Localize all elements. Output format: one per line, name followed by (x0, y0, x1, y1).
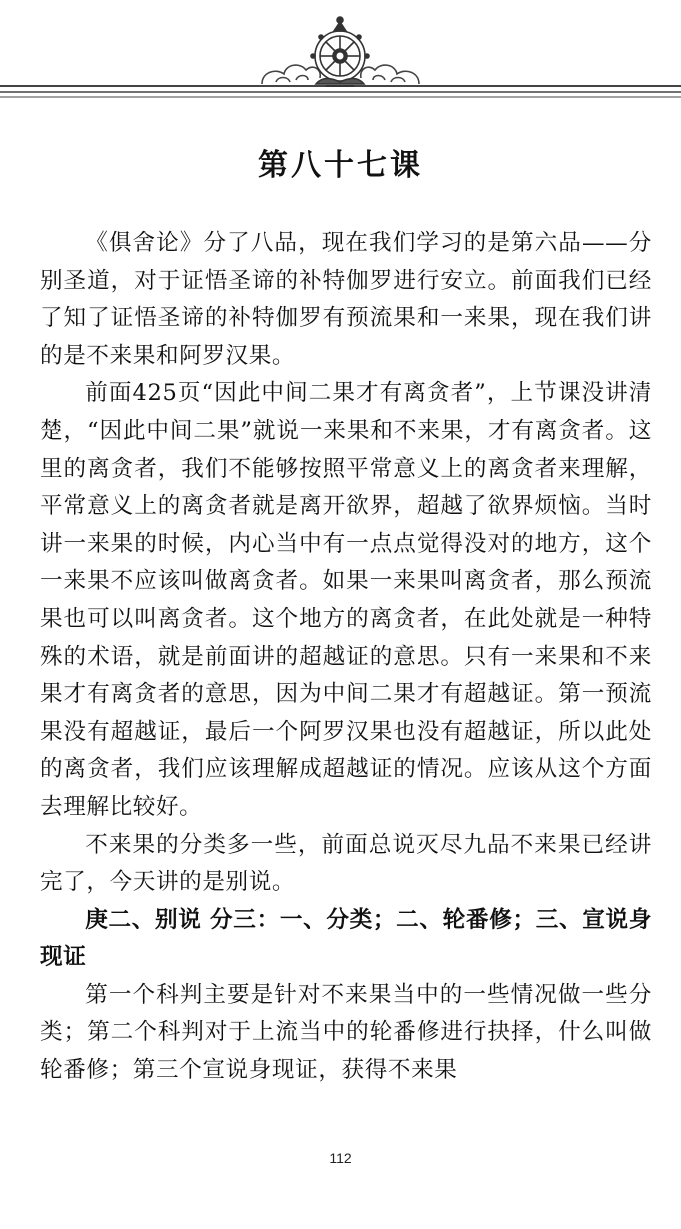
paragraph: 不来果的分类多一些，前面总说灭尽九品不来果已经讲完了，今天讲的是别说。 (40, 831, 652, 896)
cloud-left-icon (262, 65, 320, 84)
lesson-title: 第八十七课 (258, 148, 423, 183)
header-ornament (0, 0, 681, 110)
body-text (40, 225, 652, 1090)
paragraph: 《俱舍论》分了八品，现在我们学习的是第六品——分别圣道，对于证悟圣谛的补特伽罗进行安立。前面我们已经了知了证悟圣谛的补特伽罗有预流果和一来果，现在我们讲的是不来果和阿罗汉果。 (40, 230, 652, 369)
cloud-right-icon (361, 65, 419, 84)
page-number: 112 (329, 1150, 352, 1166)
decorative-border (0, 0, 681, 110)
section-heading: 庚二、别说 分三：一、分类；二、轮番修；三、宣说身现证 (40, 906, 652, 971)
paragraph: 前面425页“因此中间二果才有离贪者”，上节课没讲清楚，“因此中间二果”就说一来果和不来果，才有离贪者。这里的离贪者，我们不能够按照平常意义上的离贪者来理解，平常意义上的离贪者就是离开欲界，超越了欲界烦恼。当时讲一来果的时候，内心当中有一点点觉得没对的地方，这个一来果不应该叫做离贪者。如果一来果叫离贪者，那么预流果也可以叫离贪者。这个地方的离贪者，在此处就是一种特殊的术语，就是前面讲的超越证的意思。只有一来果和不来果才有离贪者的意思，因为中间二果才有超越证。第一预流果没有超越证，最后一个阿罗汉果也没有超越证，所以此处的离贪者，我们应该理解成超越证的情况。应该从这个方面去理解比较好。 (40, 380, 652, 820)
paragraph: 第一个科判主要是针对不来果当中的一些情况做一些分类；第二个科判对于上流当中的轮番修进行抉择，什么叫做轮番修；第三个宣说身现证，获得不来果 (40, 981, 652, 1084)
